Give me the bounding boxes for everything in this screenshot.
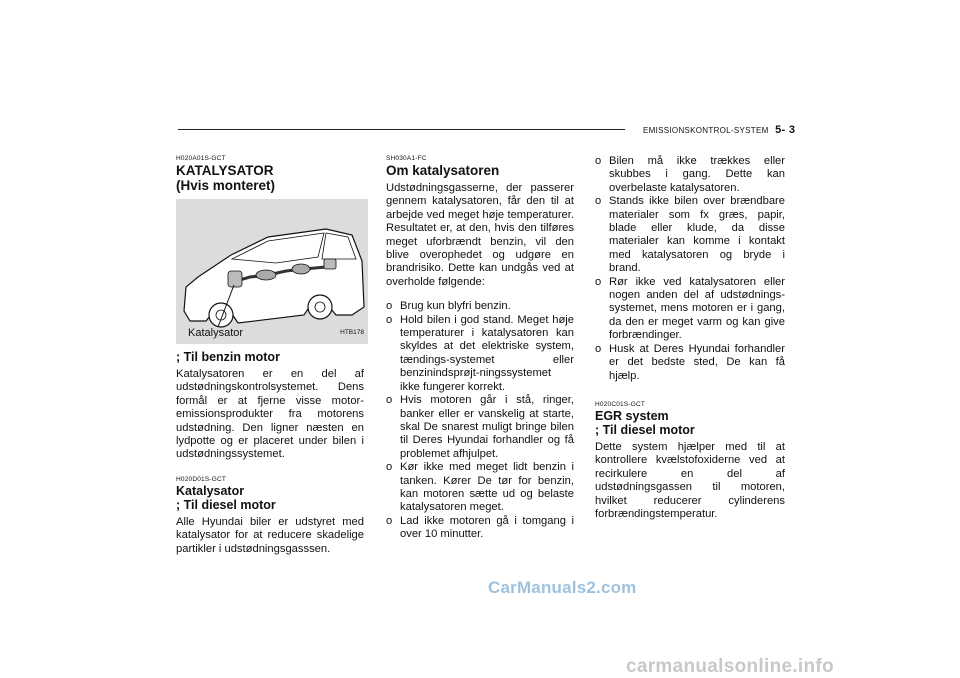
list-item: o Hold bilen i god stand. Meget høje temperaturer i katalysatoren kan skyldes at det elektriske system, tændings-systemet eller benzinindsprøjt-ningssystemet ikke fungerer korrekt. xyxy=(386,314,574,394)
page-header xyxy=(643,124,795,136)
figure-code: HTB178 xyxy=(340,328,364,336)
intro-paragraph: Udstødningsgasserne, der passerer gennem katalysatoren, får den til at arbejde ved meget høje temperaturer. Resultatet er, at den, hvis den tilføres meget uforbrændt benzin, vil den blive overophedet og udgøre en brandrisiko. Dette kan undgås ved at overholde følgende: xyxy=(386,182,574,288)
precaution-list-continued xyxy=(595,155,785,383)
diesel-paragraph: Alle Hyundai biler er udstyret med katalysator for at reducere skadelige partikler i udstødningsgasssen. xyxy=(176,515,364,555)
list-item: o Kør ikke med meget lidt benzin i tanken. Kører De tør for benzin, kan motoren sætte ud og belaste katalysatoren meget. xyxy=(386,461,574,515)
section-code: SH030A1-FC xyxy=(386,155,427,162)
column-2 xyxy=(386,155,574,542)
page-number: 5- 3 xyxy=(775,124,796,136)
car-illustration xyxy=(176,199,368,344)
footer-watermark: carmanualsonline.info xyxy=(626,656,834,677)
figure-label: Katalysator xyxy=(188,326,244,339)
section-subtitle: (Hvis monteret) xyxy=(176,178,276,193)
section-code: H020A01S-GCT xyxy=(176,155,226,162)
list-item: o Hvis motoren går i stå, ringer, banker eller er vanskelig at starte, skal De snarest muligt bringe bilen til Deres Hyundai forhandler og få problemet afhjulpet. xyxy=(386,394,574,461)
catalytic-converter-figure xyxy=(176,199,368,344)
carmanuals-watermark-link[interactable]: CarManuals2.com xyxy=(488,578,637,597)
section-title: EMISSIONSKONTROL-SYSTEM xyxy=(643,126,769,135)
egr-paragraph: Dette system hjælper med til at kontrollere kvælstofoxiderne ved at recirkulere en del af udstødningsgassen til motoren, hvilket reducerer cylinderens forbrændingstemperatur. xyxy=(595,440,785,520)
list-item: o Stands ikke bilen over brændbare materialer som fx græs, papir, blade eller klude, da disse materialer kan komme i kontakt med katalysatoren og bryde i brand. xyxy=(595,195,785,275)
precaution-list xyxy=(386,300,574,541)
katalysator-paragraph: Katalysatoren er en del af udstødningskontrolsystemet. Dens formål er at fjerne visse motor-emissionsprodukter fra motorens udstødning. Den ligner næsten en lydpotte og er placeret under bilen i udstødningssystemet. xyxy=(176,368,364,461)
list-item: o Brug kun blyfri benzin. xyxy=(386,300,574,313)
section-title-om-katalysatoren: Om katalysatoren xyxy=(386,163,500,178)
section-code: H020C01S-GCT xyxy=(595,400,646,408)
list-item: o Lad ikke motoren gå i tomgang i over 10 minutter. xyxy=(386,515,574,542)
diesel-subheading: ; Til diesel motor xyxy=(176,497,276,512)
egr-subheading: ; Til diesel motor xyxy=(595,422,695,437)
column-1 xyxy=(176,155,364,556)
section-title-katalysator: KATALYSATOR xyxy=(176,163,274,178)
column-3 xyxy=(595,155,785,521)
list-item: o Bilen må ikke trækkes eller skubbes i gang. Dette kan overbelaste katalysatoren. xyxy=(595,155,785,195)
list-item: o Rør ikke ved katalysatoren eller nogen anden del af udstødnings-systemet, mens motoren er i gang, da den er meget varm og kan give forbrændinger. xyxy=(595,276,785,343)
section-title-egr: EGR system xyxy=(595,408,669,423)
list-item: o Husk at Deres Hyundai forhandler er det bedste sted, De kan få hjælp. xyxy=(595,343,785,383)
header-rule xyxy=(178,129,625,130)
section-code: H020D01S-GCT xyxy=(176,475,227,483)
section-title-katalysator-diesel: Katalysator xyxy=(176,483,245,498)
benzin-subheading: ; Til benzin motor xyxy=(176,350,280,364)
